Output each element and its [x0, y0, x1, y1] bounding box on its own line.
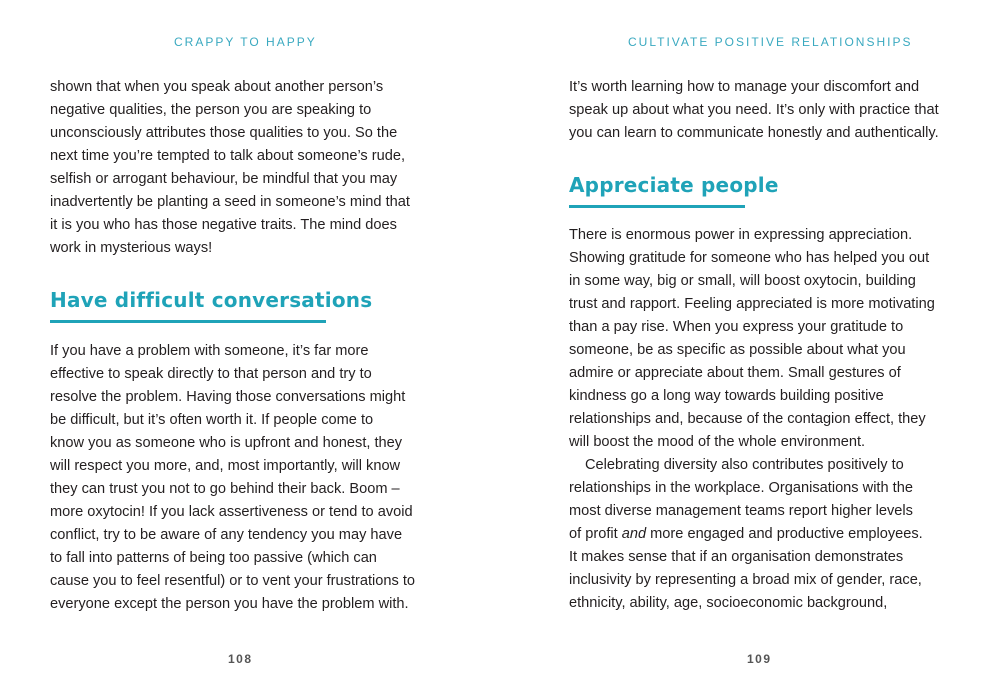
text-line: Showing gratitude for someone who has helped you out: [569, 250, 930, 266]
page-number: 109: [747, 652, 772, 666]
section-heading: Have difficult conversations: [50, 288, 373, 312]
text-line: know you as someone who is upfront and honest, they: [50, 435, 403, 451]
emphasis-text: and: [621, 526, 647, 542]
heading-underline: [50, 320, 326, 323]
text-line: negative qualities, the person you are speaking to: [50, 102, 372, 118]
text-line: will respect you more, and, most importantly, will know: [50, 458, 401, 474]
section-heading: Appreciate people: [569, 173, 779, 197]
paragraph: [569, 224, 964, 615]
paragraph: [50, 340, 445, 616]
text-line: it is you who has those negative traits. The mind does: [50, 217, 397, 233]
text-line: unconsciously attributes those qualities to you. So the: [50, 125, 398, 141]
text-line: most diverse management teams report higher levels: [569, 503, 913, 519]
text-run: of profit: [569, 526, 622, 542]
text-line: resolve the problem. Having those conversations might: [50, 389, 406, 405]
text-line: kindness go a long way towards building positive: [569, 388, 884, 404]
running-head: CRAPPY TO HAPPY: [174, 35, 317, 49]
text-line: It makes sense that if an organisation demonstrates: [569, 549, 904, 565]
text-line: next time you’re tempted to talk about someone’s rude,: [50, 148, 406, 164]
text-line: inadvertently be planting a seed in someone’s mind that: [50, 194, 410, 210]
text-line: relationships in the workplace. Organisations with the: [569, 480, 913, 496]
text-line: If you have a problem with someone, it’s far more: [50, 343, 369, 359]
text-line: ethnicity, ability, age, socioeconomic background,: [569, 595, 888, 611]
text-line: admire or appreciate about them. Small gestures of: [569, 365, 901, 381]
running-head: CULTIVATE POSITIVE RELATIONSHIPS: [628, 35, 913, 49]
text-line: speak up about what you need. It’s only with practice that: [569, 102, 939, 118]
text-line: someone, be as specific as possible about what you: [569, 342, 906, 358]
text-line: everyone except the person you have the problem with.: [50, 596, 409, 612]
text-line: you can learn to communicate honestly and authentically.: [569, 125, 939, 141]
page-number: 108: [228, 652, 253, 666]
text-line: be difficult, but it’s often worth it. If people come to: [50, 412, 374, 428]
right-page: [500, 0, 1000, 700]
text-line: relationships and, because of the contagion effect, they: [569, 411, 926, 427]
text-line: to fall into patterns of being too passive (which can: [50, 550, 377, 566]
paragraph: [569, 76, 964, 145]
text-line: There is enormous power in expressing appreciation.: [569, 227, 913, 243]
heading-underline: [569, 205, 745, 208]
text-line: [569, 523, 964, 546]
text-line: conflict, try to be aware of any tendency you may have: [50, 527, 403, 543]
text-line: more oxytocin! If you lack assertiveness or tend to avoid: [50, 504, 413, 520]
text-line: will boost the mood of the whole environment.: [569, 434, 866, 450]
text-line: inclusivity by representing a broad mix of gender, race,: [569, 572, 922, 588]
text-line: Celebrating diversity also contributes positively to: [585, 457, 904, 473]
text-line: trust and rapport. Feeling appreciated is more motivating: [569, 296, 935, 312]
text-line: in some way, big or small, will boost oxytocin, building: [569, 273, 916, 289]
text-line: selfish or arrogant behaviour, be mindful that you may: [50, 171, 398, 187]
text-line: work in mysterious ways!: [50, 240, 213, 256]
text-line: they can trust you not to go behind their back. Boom –: [50, 481, 400, 497]
text-line: cause you to feel resentful) or to vent your frustrations to: [50, 573, 416, 589]
paragraph: [50, 76, 445, 260]
text-line: effective to speak directly to that person and try to: [50, 366, 372, 382]
text-line: shown that when you speak about another person’s: [50, 79, 384, 95]
text-line: than a pay rise. When you express your gratitude to: [569, 319, 904, 335]
text-line: It’s worth learning how to manage your discomfort and: [569, 79, 920, 95]
text-run: more engaged and productive employees.: [646, 526, 923, 542]
